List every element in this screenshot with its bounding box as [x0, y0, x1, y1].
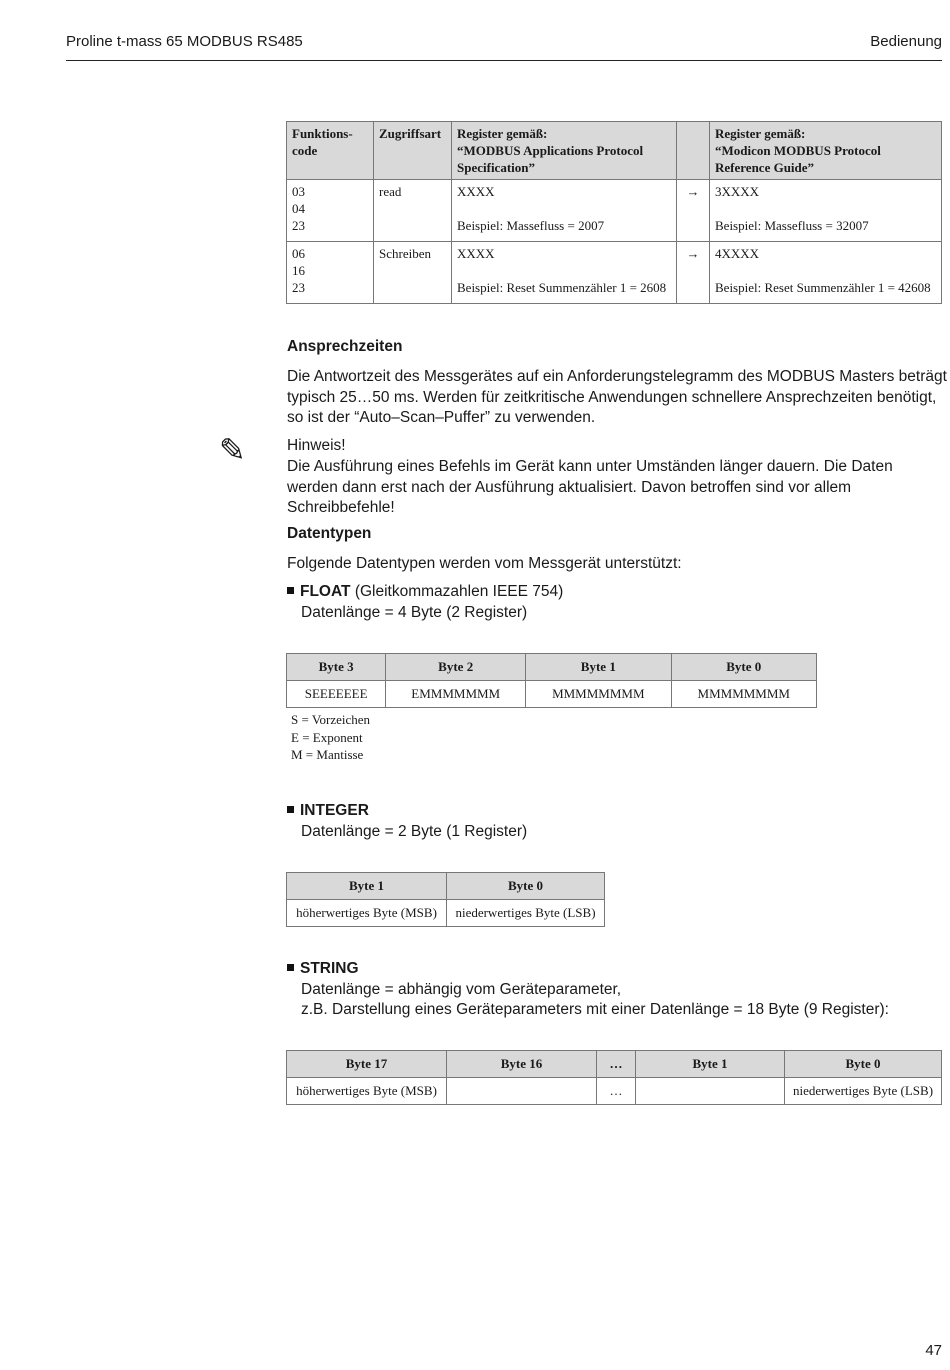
legend-item: S = Vorzeichen: [291, 712, 371, 727]
byte-header: …: [597, 1051, 636, 1078]
response-times-paragraph: Die Antwortzeit des Messgerätes auf ein Anforderungstelegramm des MODBUS Masters beträgt typisch 25…50 ms. Werden für zeitkritische Anwendungen schnellere Ansprechzeiten benötigt, so ist der “Auto–Scan–Puffer” zu verwenden.: [287, 368, 947, 426]
register-format: XXXX: [457, 184, 495, 199]
integer-name: INTEGER: [300, 802, 369, 819]
byte-cell: [447, 1078, 597, 1105]
float-length: Datenlänge = 4 Byte (2 Register): [301, 603, 528, 621]
integer-length: Datenlänge = 2 Byte (1 Register): [301, 822, 528, 840]
string-example: z.B. Darstellung eines Geräteparameters mit einer Datenlänge = 18 Byte (9 Register):: [301, 1001, 889, 1018]
byte-header: Byte 0: [671, 654, 816, 681]
note-title: Hinweis!: [287, 437, 346, 454]
pencil-icon: ✎: [219, 432, 246, 468]
bullet-icon: [287, 964, 294, 971]
string-length: Datenlänge = abhängig vom Geräteparameter,: [301, 980, 622, 998]
byte-header: Byte 3: [287, 654, 386, 681]
section-heading-data-types: Datentypen: [287, 525, 372, 542]
byte-header: Byte 16: [447, 1051, 597, 1078]
register-cell: [452, 242, 677, 304]
byte-cell: SEEEEEEE: [287, 681, 386, 708]
byte-header: Byte 0: [785, 1051, 942, 1078]
col-register-modicon: Register gemäß: “Modicon MODBUS Protocol Reference Guide”: [710, 122, 942, 180]
register-format: XXXX: [457, 246, 495, 261]
float-name: FLOAT: [300, 583, 351, 600]
register-example: Beispiel: Reset Summenzähler 1 = 42608: [715, 280, 931, 295]
function-codes: 03 04 23: [287, 180, 374, 242]
register-cell: [452, 180, 677, 242]
table-row: [287, 242, 942, 304]
bullet-icon: [287, 806, 294, 813]
byte-cell: höherwertiges Byte (MSB): [287, 900, 447, 927]
table-header-row: [287, 1051, 942, 1078]
register-example: Beispiel: Massefluss = 2007: [457, 218, 605, 233]
arrow-icon: →: [677, 180, 710, 242]
float-bullet: [287, 582, 563, 623]
string-name: STRING: [300, 960, 359, 977]
access-type: read: [374, 180, 452, 242]
col-arrow: [677, 122, 710, 180]
register-cell: [710, 180, 942, 242]
bullet-icon: [287, 587, 294, 594]
table-header-row: [287, 873, 605, 900]
register-cell: [710, 242, 942, 304]
float-desc: (Gleitkommazahlen IEEE 754): [350, 583, 564, 600]
byte-cell: niederwertiges Byte (LSB): [447, 900, 605, 927]
byte-header: Byte 17: [287, 1051, 447, 1078]
table-row: [287, 900, 605, 927]
table-header-row: [287, 654, 817, 681]
legend-item: E = Exponent: [291, 729, 363, 745]
header-rule: [66, 60, 942, 61]
byte-cell: niederwertiges Byte (LSB): [785, 1078, 942, 1105]
byte-header: Byte 1: [526, 654, 671, 681]
string-byte-table: [286, 1050, 942, 1105]
col-register-modbus: Register gemäß: “MODBUS Applications Protocol Specification”: [452, 122, 677, 180]
note-text: Die Ausführung eines Befehls im Gerät kann unter Umständen länger dauern. Die Daten werden dann erst nach der Ausführung aktualisiert. Davon betroffen sind vor allem Schreibbefehle!: [287, 458, 893, 516]
byte-cell: …: [597, 1078, 636, 1105]
table-row: [287, 681, 817, 708]
integer-bullet: [287, 801, 527, 842]
col-access: Zugriffsart: [374, 122, 452, 180]
string-bullet: [287, 959, 889, 1021]
table-row: [287, 180, 942, 242]
register-table-header: [287, 122, 942, 180]
byte-cell: MMMMMMMM: [671, 681, 816, 708]
function-codes: 06 16 23: [287, 242, 374, 304]
integer-byte-table: [286, 872, 605, 927]
byte-header: Byte 1: [287, 873, 447, 900]
document-title: Proline t-mass 65 MODBUS RS485: [66, 33, 303, 50]
chapter-title: Bedienung: [870, 33, 942, 50]
byte-header: Byte 0: [447, 873, 605, 900]
byte-cell: höherwertiges Byte (MSB): [287, 1078, 447, 1105]
register-example: Beispiel: Massefluss = 32007: [715, 218, 869, 233]
byte-cell: EMMMMMMM: [386, 681, 526, 708]
byte-cell: MMMMMMMM: [526, 681, 671, 708]
byte-header: Byte 2: [386, 654, 526, 681]
register-example: Beispiel: Reset Summenzähler 1 = 2608: [457, 280, 667, 295]
register-format: 4XXXX: [715, 246, 760, 261]
page-number: 47: [925, 1342, 942, 1359]
float-legend: [291, 711, 370, 764]
table-row: [287, 1078, 942, 1105]
legend-item: M = Mantisse: [291, 747, 364, 762]
section-heading-response-times: Ansprechzeiten: [287, 338, 403, 355]
arrow-icon: →: [677, 242, 710, 304]
col-function-code: Funktions- code: [287, 122, 374, 180]
data-types-intro: Folgende Datentypen werden vom Messgerät unterstützt:: [287, 555, 682, 572]
byte-cell: [636, 1078, 785, 1105]
access-type: Schreiben: [374, 242, 452, 304]
register-table: [286, 121, 942, 304]
register-format: 3XXXX: [715, 184, 760, 199]
byte-header: Byte 1: [636, 1051, 785, 1078]
float-byte-table: [286, 653, 817, 708]
